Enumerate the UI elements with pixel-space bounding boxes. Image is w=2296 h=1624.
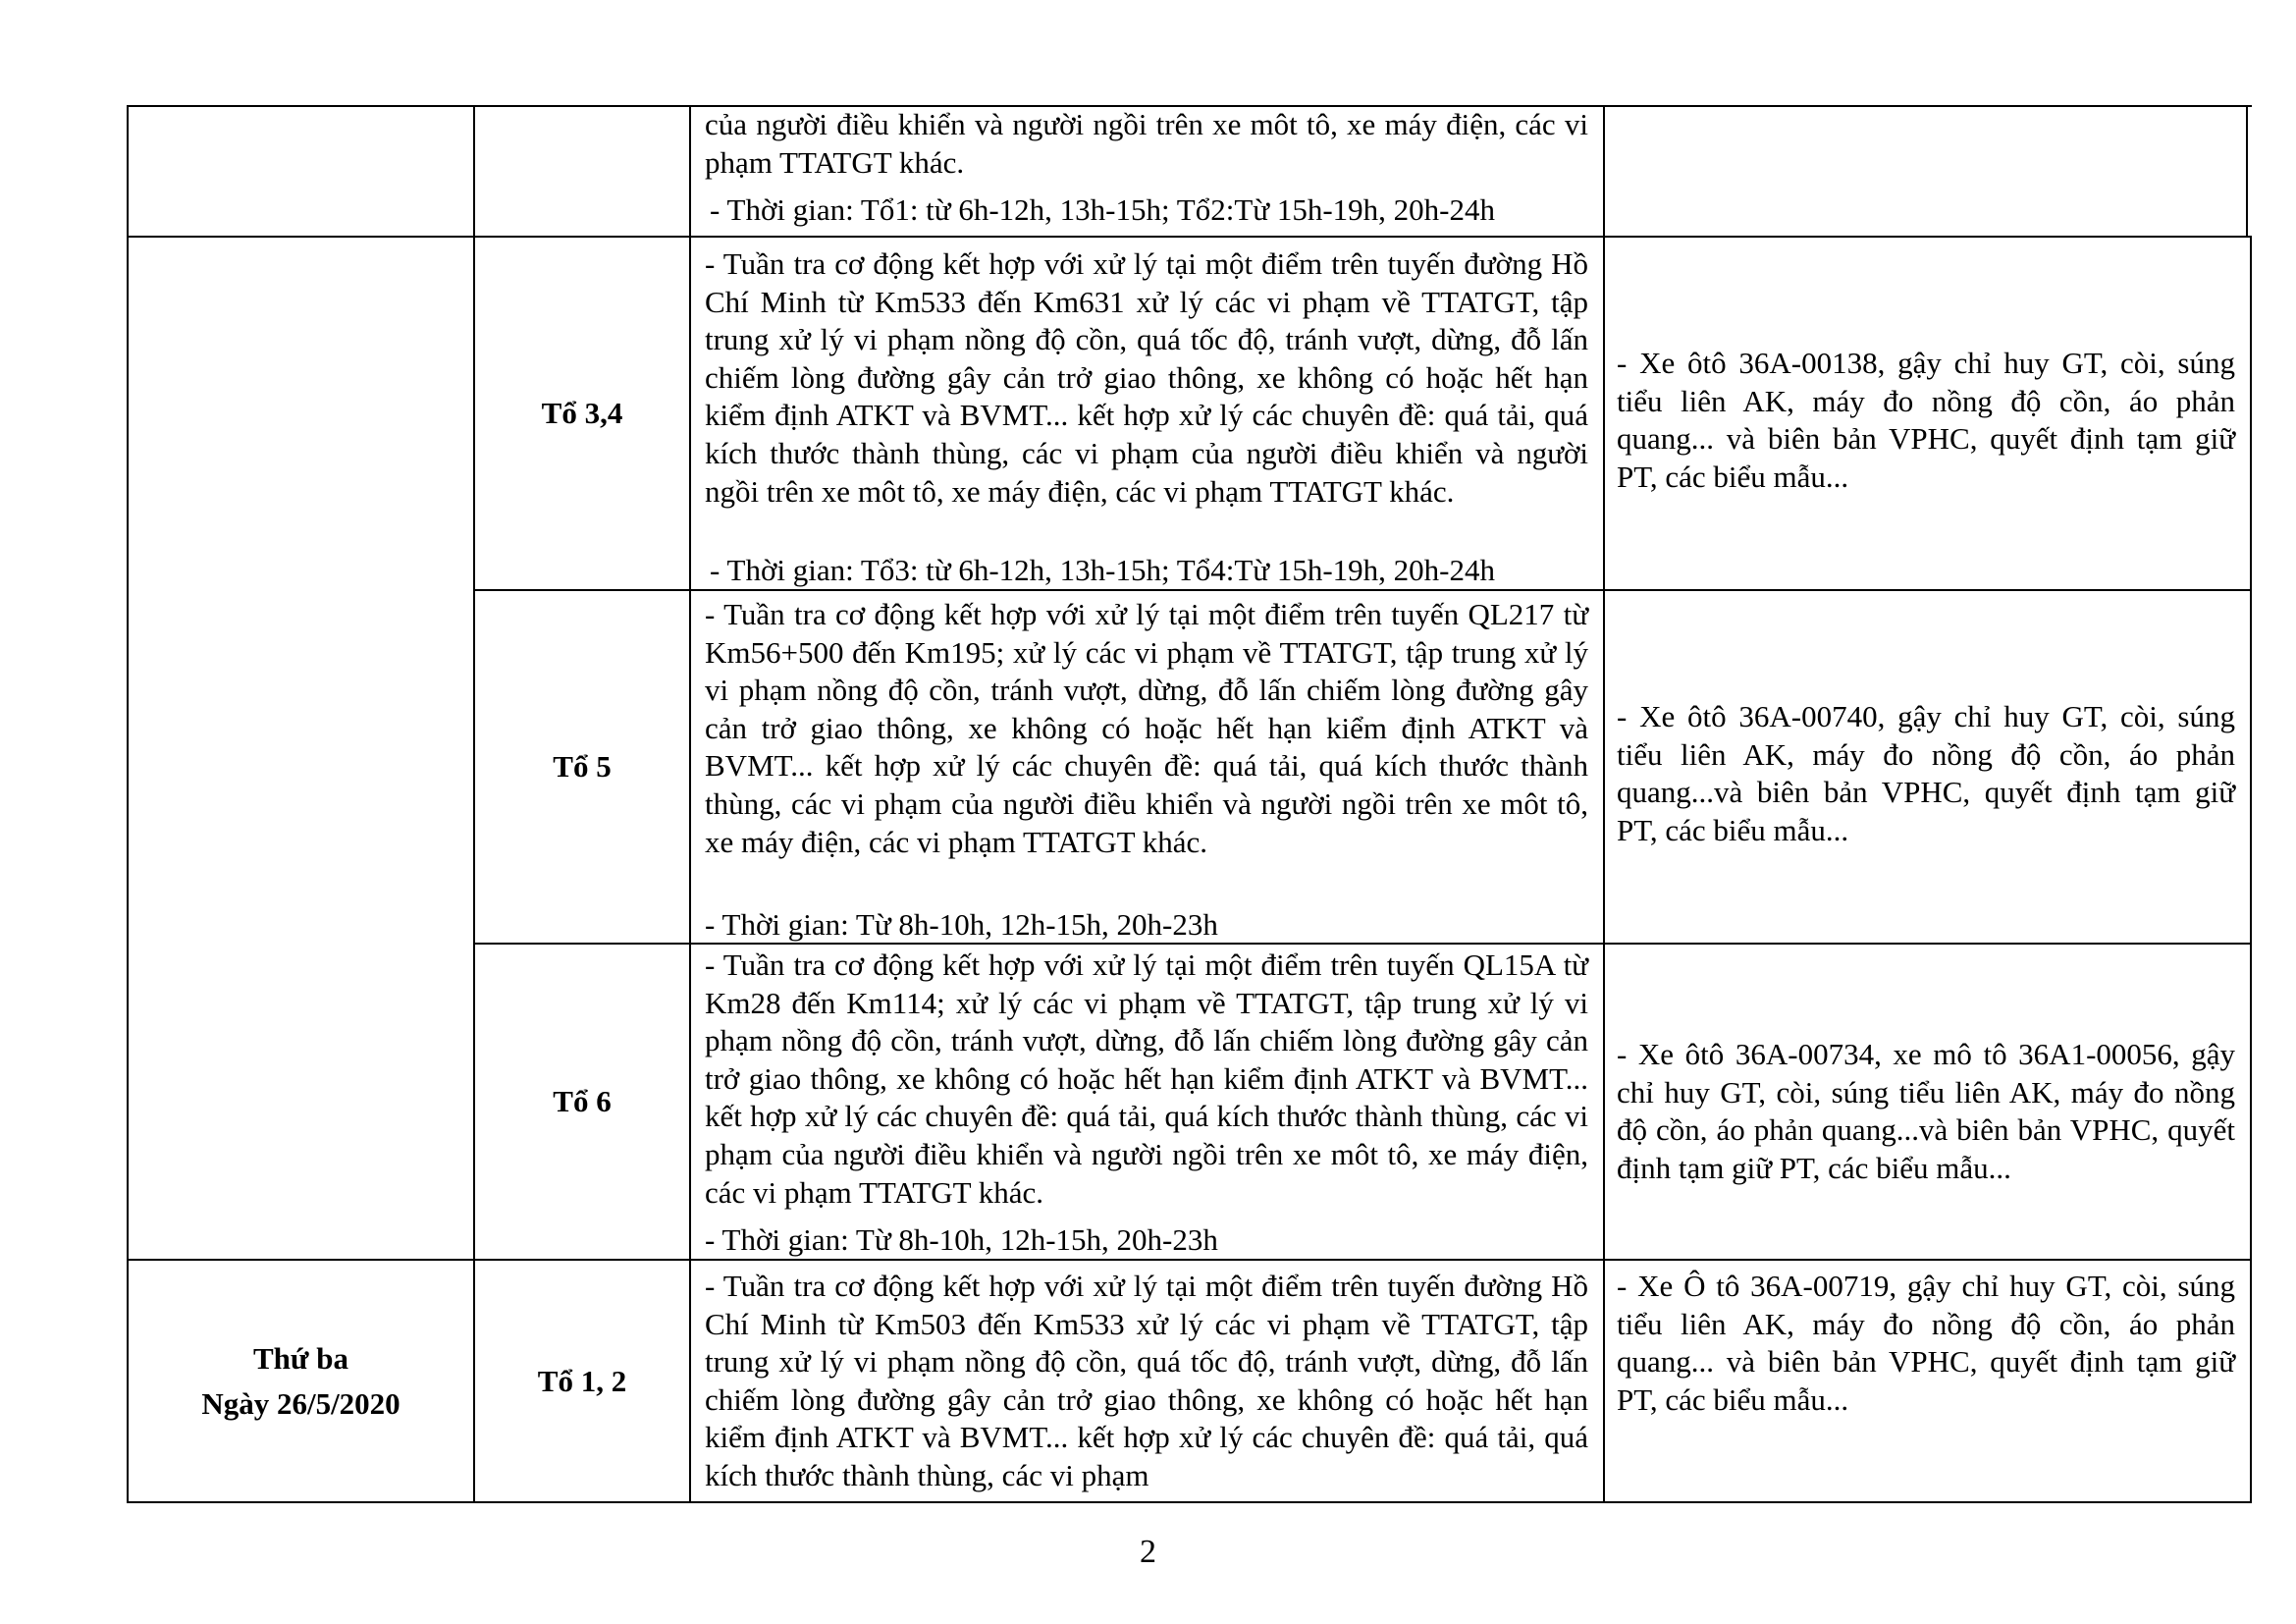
equipment-text: - Xe ôtô 36A-00138, gậy chỉ huy GT, còi, súng tiểu liên AK, máy đo nồng độ cồn, áo phản quang... và biên bản VPHC, quyết định tạm giữ PT, các biểu mẫu... — [1617, 346, 2235, 494]
table-rule — [1603, 105, 1605, 1503]
time-text: - Thời gian: Từ 8h-10h, 12h-15h, 20h-23h — [705, 1222, 1218, 1257]
group-label: Tổ 3,4 — [541, 396, 623, 430]
time-text: - Thời gian: Tổ3: từ 6h-12h, 13h-15h; Tổ4:Từ 15h-19h, 20h-24h — [710, 553, 1495, 587]
task-text: - Tuần tra cơ động kết hợp với xử lý tại một điểm trên tuyến QL15A từ Km28 đến Km114; xử lý các vi phạm về TTATGT, tập trung xử lý vi phạm nồng độ cồn, tránh vượt, dừng, đỗ lấn chiếm lòng đường gây cản trở giao thông, xe không có hoặc hết hạn kiểm định ATKT và BVMT... kết hợp xử lý các chuyên đề: quá tải, quá kích thước thành thùng, các vi phạm của người điều khiển và người ngồi trên xe môt tô, xe máy điện, các vi phạm TTATGT khác. — [705, 947, 1588, 1210]
task-cell — [705, 245, 1588, 511]
day-date: Ngày 26/5/2020 — [201, 1385, 400, 1421]
group-cell — [475, 945, 689, 1259]
group-cell — [475, 1261, 689, 1501]
task-text: của người điều khiển và người ngồi trên xe môt tô, xe máy điện, các vi phạm TTATGT khác. — [705, 107, 1588, 180]
table-rule — [127, 236, 2252, 238]
equipment-cell — [1617, 345, 2235, 496]
group-label: Tổ 5 — [553, 749, 612, 784]
equipment-cell — [1617, 1268, 2235, 1419]
equipment-text: - Xe Ô tô 36A-00719, gậy chỉ huy GT, còi, súng tiểu liên AK, máy đo nồng độ cồn, áo phản quang... và biên bản VPHC, quyết định tạm giữ PT, các biểu mẫu... — [1617, 1269, 2235, 1417]
task-cell — [705, 947, 1588, 1212]
time-text: - Thời gian: Tổ1: từ 6h-12h, 13h-15h; Tổ2:Từ 15h-19h, 20h-24h — [710, 192, 1495, 227]
group-cell — [475, 238, 689, 589]
table-rule — [474, 589, 2252, 591]
table-rule — [127, 1501, 2252, 1503]
time-text: - Thời gian: Từ 8h-10h, 12h-15h, 20h-23h — [705, 907, 1218, 942]
table-rule — [2250, 236, 2252, 1503]
equipment-text: - Xe ôtô 36A-00740, gậy chỉ huy GT, còi, súng tiểu liên AK, máy đo nồng độ cồn, áo phản quang...và biên bản VPHC, quyết định tạm giữ PT, các biểu mẫu... — [1617, 699, 2235, 847]
equipment-text: - Xe ôtô 36A-00734, xe mô tô 36A1-00056, gậy chỉ huy GT, còi, súng tiểu liên AK, máy đo nồng độ cồn, áo phản quang...và biên bản VPHC, quyết định tạm giữ PT, các biểu mẫu... — [1617, 1037, 2235, 1185]
task-cell — [705, 596, 1588, 861]
day-name: Thứ ba — [252, 1340, 348, 1376]
group-cell — [475, 591, 689, 943]
table-rule — [689, 105, 691, 1503]
table-rule — [2246, 105, 2248, 236]
equipment-cell — [1617, 698, 2235, 849]
task-text: - Tuần tra cơ động kết hợp với xử lý tại một điểm trên tuyến QL217 từ Km56+500 đến Km195; xử lý các vi phạm về TTATGT, tập trung xử lý vi phạm nồng độ cồn, tránh vượt, dừng, đỗ lấn chiếm lòng đường gây cản trở giao thông, xe không có hoặc hết hạn kiểm định ATKT và BVMT... kết hợp xử lý các chuyên đề: quá tải, quá kích thước thành thùng, các vi phạm của người điều khiển và người ngồi trên xe môt tô, xe máy điện, các vi phạm TTATGT khác. — [705, 597, 1588, 859]
page-number: 2 — [1140, 1534, 1156, 1570]
task-cell — [705, 106, 1588, 182]
day-cell — [129, 1261, 473, 1501]
task-cell — [705, 1268, 1588, 1499]
task-text: - Tuần tra cơ động kết hợp với xử lý tại một điểm trên tuyến đường Hồ Chí Minh từ Km503 đến Km533 xử lý các vi phạm về TTATGT, tập trung xử lý vi phạm nồng độ cồn, quá tốc độ, tránh vượt, dừng, đỗ lấn chiếm lòng đường gây cản trở giao thông, xe không có hoặc hết hạn kiểm định ATKT và BVMT... kết hợp xử lý các chuyên đề: quá tải, quá kích thước thành thùng, các vi phạm — [705, 1269, 1588, 1492]
equipment-cell — [1617, 1036, 2235, 1187]
group-label: Tổ 1, 2 — [537, 1363, 627, 1398]
task-text: - Tuần tra cơ động kết hợp với xử lý tại một điểm trên tuyến đường Hồ Chí Minh từ Km533 đến Km631 xử lý các vi phạm về TTATGT, tập trung xử lý vi phạm nồng độ cồn, quá tốc độ, tránh vượt, dừng, đỗ lấn chiếm lòng đường gây cản trở giao thông, xe không có hoặc hết hạn kiểm định ATKT và BVMT... kết hợp xử lý các chuyên đề: quá tải, quá kích thước thành thùng, các vi phạm của người điều khiển và người ngồi trên xe môt tô, xe máy điện, các vi phạm TTATGT khác. — [705, 246, 1588, 509]
group-label: Tổ 6 — [553, 1084, 612, 1118]
